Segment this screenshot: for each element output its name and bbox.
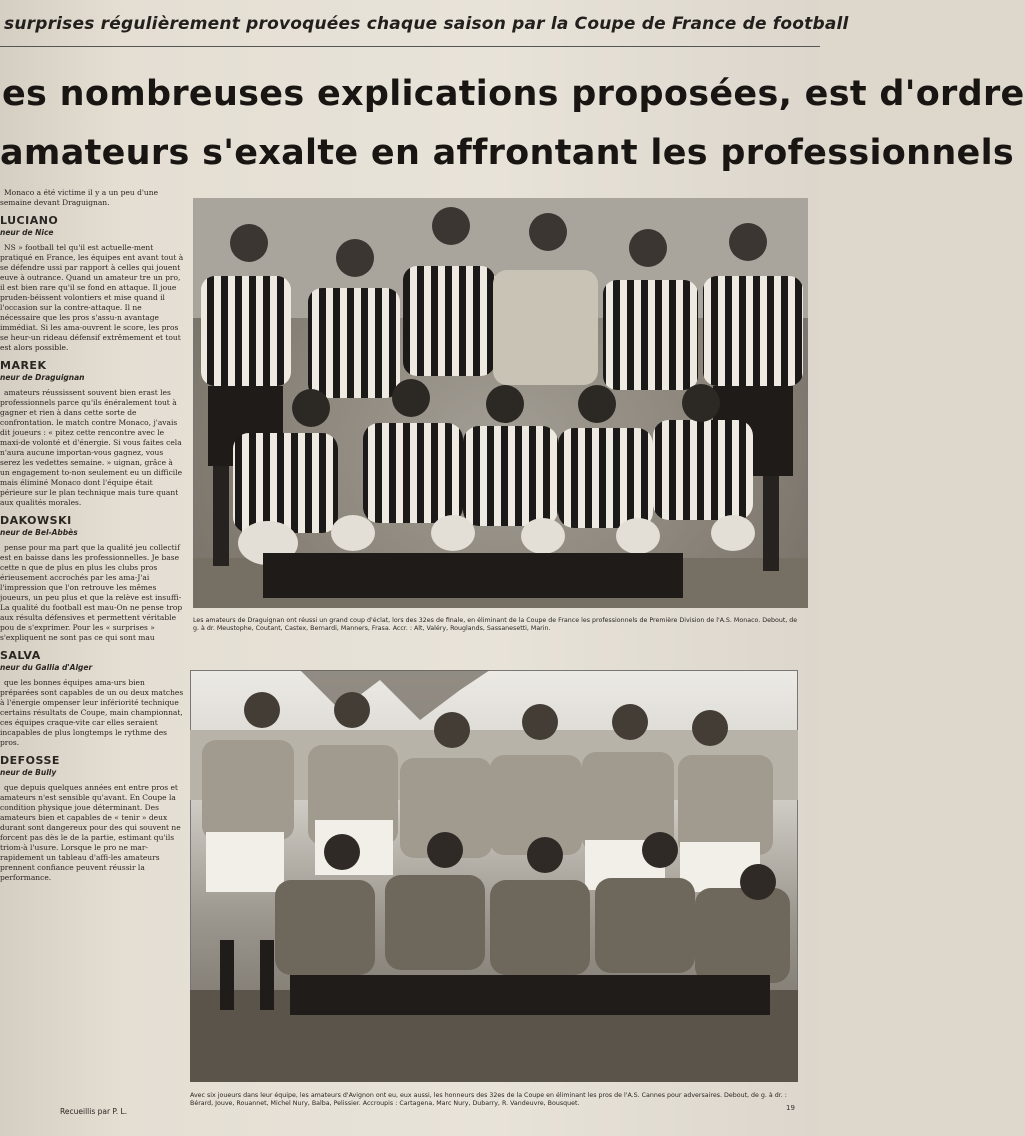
photo-caption-draguignan: Les amateurs de Draguignan ont réussi un grand coup d'éclat, lors des 32es de finale, en éliminant de la Coupe de France les professionnels de Première Division de l'A.S. Monaco. Debout, de g. à dr. Meustophe, Coutant, Castex, Bernardi, Manners, Frasa. Accr. : Alt, Valéry, Rouglands, Sassanesetti, Marin. [193, 617, 798, 632]
team-photo-draguignan-image [193, 198, 808, 608]
interview-role: neur du Gallia d'Alger [0, 663, 93, 672]
interview-text: pense pour ma part que la qualité jeu collectif est en baisse dans les professionnelles. Je base cette n que de plus en plus les clubs pros érieusement accrochés par les ama-J'ai l'impression que l'on retrouve les mêmes joueurs, un peu plus et que la relève est insuffi-La qualité du football est mau-On ne pense trop aux résulta défensives et permettent véritable pou de s'exprimer. Pour les « surprises » s'expliquent ne sont pas ce qui sont mau [0, 543, 183, 642]
interview-text: que depuis quelques années ent entre pros et amateurs n'est sensible qu'avant. En Coupe la condition physique joue déterminant. Des amateurs bien et capables de « tenir » deux durant sont dangereux pour des qui souvent ne forcent pas dès le de la partie, estimant qu'ils triom-à l'usure. Lorsque le pro ne mar-rapidement un tableau d'affi-les amateurs prennent confiance peuvent réussir la performance. [0, 783, 181, 882]
page-number: 19 [786, 1104, 795, 1112]
interview-text: amateurs réussissent souvent bien erast les professionnels parce qu'ils énéralement tout à gagner et rien à dans cette sorte de confrontation. le match contre Monaco, j'avais dit joueurs : « pitez cette rencontre avec le maxi-de volonté et d'énergie. Si vous faites cela n'aura aucune importan-vous gagnez, vous serez les vedettes semaine. » uignan, grâce à un engagement to-non seulement eu un difficile mais éliminé Monaco dont l'équipe était périeure sur le plan technique mais ture quant aux qualités morales. [0, 388, 183, 507]
interview-name: MAREK [0, 359, 47, 372]
team-photo-avignon-image [190, 670, 798, 1082]
interview-text: que les bonnes équipes ama-urs bien préparées sont capables de un ou deux matches à l'énergie ompenser leur infériorité technique certains résultats de Coupe, main championnat, ces équipes craque-vite car elles seraient incapables de plus longtemps le rythme des pros. [0, 678, 184, 747]
interview-name: DEFOSSE [0, 754, 60, 767]
running-head: surprises régulièrement provoquées chaque saison par la Coupe de France de football [4, 14, 849, 34]
column-intro: Monaco a été victime il y a un peu d'une semaine devant Draguignan. [0, 188, 159, 207]
interview-name: LUCIANO [0, 214, 59, 227]
interview-role: neur de Nice [0, 228, 54, 237]
interview-name: DAKOWSKI [0, 514, 72, 527]
photo-caption-avignon: Avec six joueurs dans leur équipe, les amateurs d'Avignon ont eu, eux aussi, les honneurs des 32es de la Coupe en éliminant les pros de l'A.S. Cannes pour adversaires. Debout, de g. à dr. : Bérard, Jouve, Rouannet, Michel Nury, Balba, Pelissier. Accroupis : Cartagena, Marc Nury, Dubarry, R. Vandeuvre, Bousquet. [190, 1092, 787, 1107]
interview-role: neur de Bel-Abbès [0, 528, 78, 537]
team-photo-avignon [190, 670, 798, 1082]
interview-role: neur de Draguignan [0, 373, 85, 382]
interview-column [0, 188, 184, 1118]
headline-line-2: amateurs s'exalte en affrontant les professionnels [0, 133, 1015, 173]
headline-line-1: es nombreuses explications proposées, est d'ordre [2, 74, 1025, 114]
team-photo-draguignan [193, 198, 808, 608]
column-credit: Recueillis par P. L. [60, 1107, 128, 1116]
interview-text: NS » football tel qu'il est actuelle-ment pratiqué en France, les équipes ent avant tout à se défendre ussi par rapport à celles qui jouent euve à outrance. Quand un amateur tre un pro, il est bien rare qu'il se fond en attaque. Il joue pruden-béissent volontiers et mise quand il l'occasion sur la contre-attaque. Il ne nécessaire que les pros s'assu-n avantage immédiat. Si les ama-ouvrent le score, les pros se heur-un rideau défensif extrêmement et tout est alors possible. [0, 243, 184, 352]
header-rule [0, 46, 820, 47]
interview-name: SALVA [0, 649, 41, 662]
interview-role: neur de Bully [0, 768, 57, 777]
